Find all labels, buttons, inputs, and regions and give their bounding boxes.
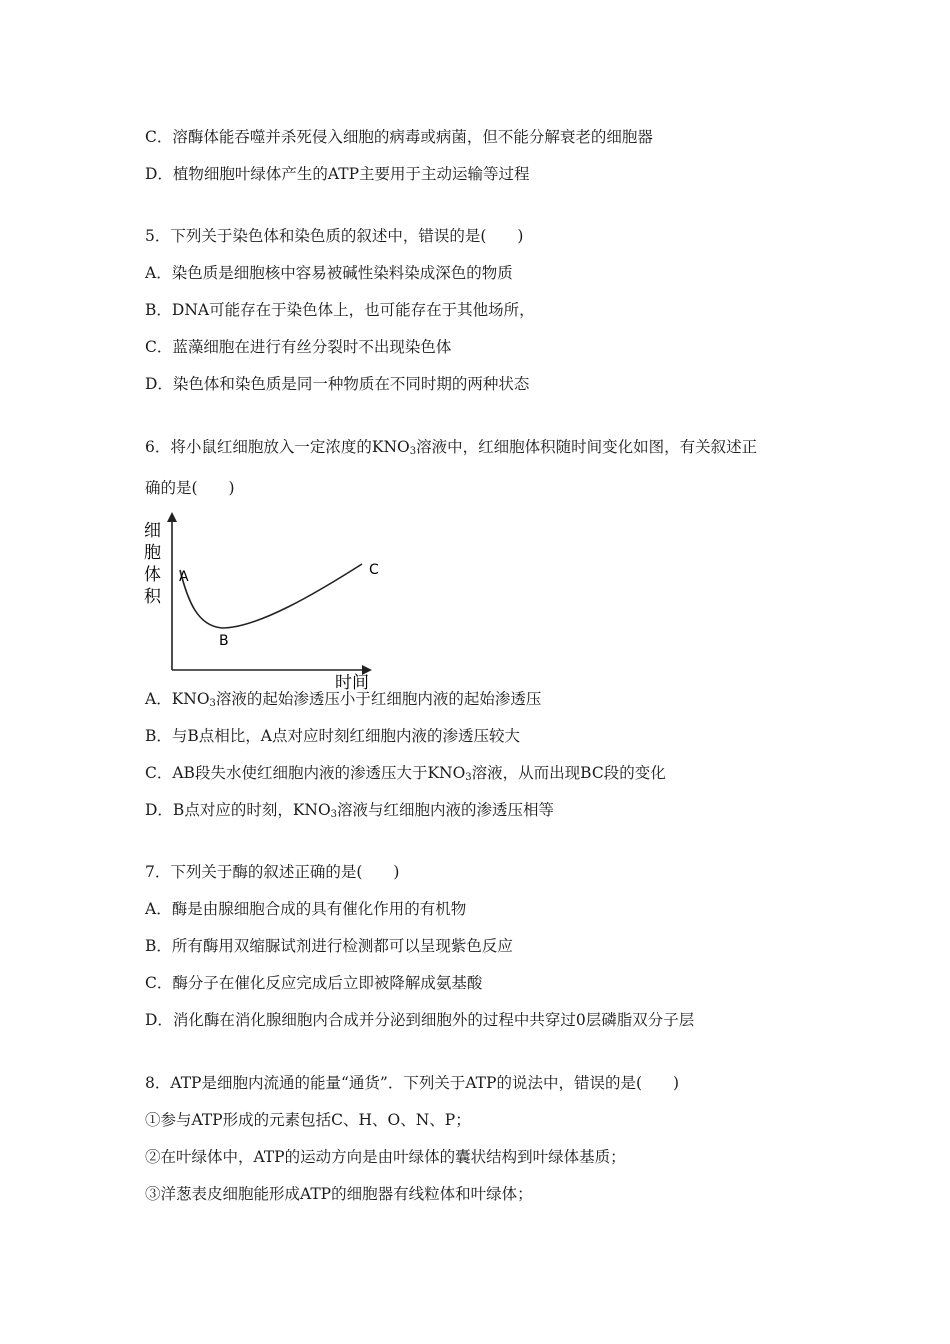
y-axis-arrow: [167, 512, 177, 522]
q8-item-1: ①参与ATP形成的元素包括C、H、O、N、P；: [145, 1111, 471, 1129]
cell-volume-graph: [140, 510, 390, 690]
x-label: 时间: [335, 673, 369, 690]
q7-option-c: C．酶分子在催化反应完成后立即被降解成氨基酸: [145, 974, 483, 992]
q5-option-c: C．蓝藻细胞在进行有丝分裂时不出现染色体: [145, 338, 452, 356]
q5-option-b: B．DNA可能存在于染色体上，也可能存在于其他场所，: [145, 301, 535, 319]
q6-stem-line2: 确的是( ): [145, 479, 235, 497]
q6-option-d: D．B点对应的时刻，$KNO_3$溶液与红细胞内液的渗透压相等: [145, 801, 555, 820]
q4-option-c: C．溶酶体能吞噬并杀死侵入细胞的病毒或病菌，但不能分解衰老的细胞器: [145, 128, 653, 146]
q7-option-d: D．消化酶在消化腺细胞内合成并分泌到细胞外的过程中共穿过0层磷脂双分子层: [145, 1011, 695, 1029]
q7-stem: 7．下列关于酶的叙述正确的是( ): [145, 863, 400, 881]
q7-option-b: B．所有酶用双缩脲试剂进行检测都可以呈现紫色反应: [145, 937, 513, 955]
point-c-label: C: [369, 562, 379, 578]
point-b-label: B: [219, 633, 229, 649]
y-label-2: 胞: [144, 543, 161, 563]
q5-stem: 5．下列关于染色体和染色质的叙述中，错误的是( ): [145, 227, 524, 245]
q4-option-d: D．植物细胞叶绿体产生的ATP主要用于主动运输等过程: [145, 165, 530, 183]
q6-option-a: A．$KNO_3$溶液的起始渗透压小于红细胞内液的起始渗透压: [145, 690, 542, 709]
q8-stem: 8．ATP是细胞内流通的能量“通货”．下列关于ATP的说法中，错误的是( ): [145, 1074, 680, 1092]
y-label-3: 体: [144, 565, 161, 585]
y-label-1: 细: [144, 521, 161, 541]
q6-stem: 6．将小鼠红细胞放入一定浓度的$KNO_3$溶液中，红细胞体积随时间变化如图，有关叙述正: [145, 438, 758, 457]
volume-curve: [180, 564, 362, 628]
q5-option-a: A．染色质是细胞核中容易被碱性染料染成深色的物质: [145, 264, 513, 282]
point-a-label: A: [179, 569, 189, 585]
q8-item-2: ②在叶绿体中，ATP的运动方向是由叶绿体的囊状结构到叶绿体基质；: [145, 1148, 626, 1166]
q6-option-c: C．AB段失水使红细胞内液的渗透压大于$KNO_3$溶液，从而出现BC段的变化: [145, 764, 666, 783]
q6-option-b: B．与B点相比，A点对应时刻红细胞内液的渗透压较大: [145, 727, 520, 745]
q8-item-3: ③洋葱表皮细胞能形成ATP的细胞器有线粒体和叶绿体；: [145, 1185, 533, 1203]
q5-option-d: D．染色体和染色质是同一种物质在不同时期的两种状态: [145, 375, 530, 393]
y-label-4: 积: [144, 587, 161, 607]
q7-option-a: A．酶是由腺细胞合成的具有催化作用的有机物: [145, 900, 467, 918]
